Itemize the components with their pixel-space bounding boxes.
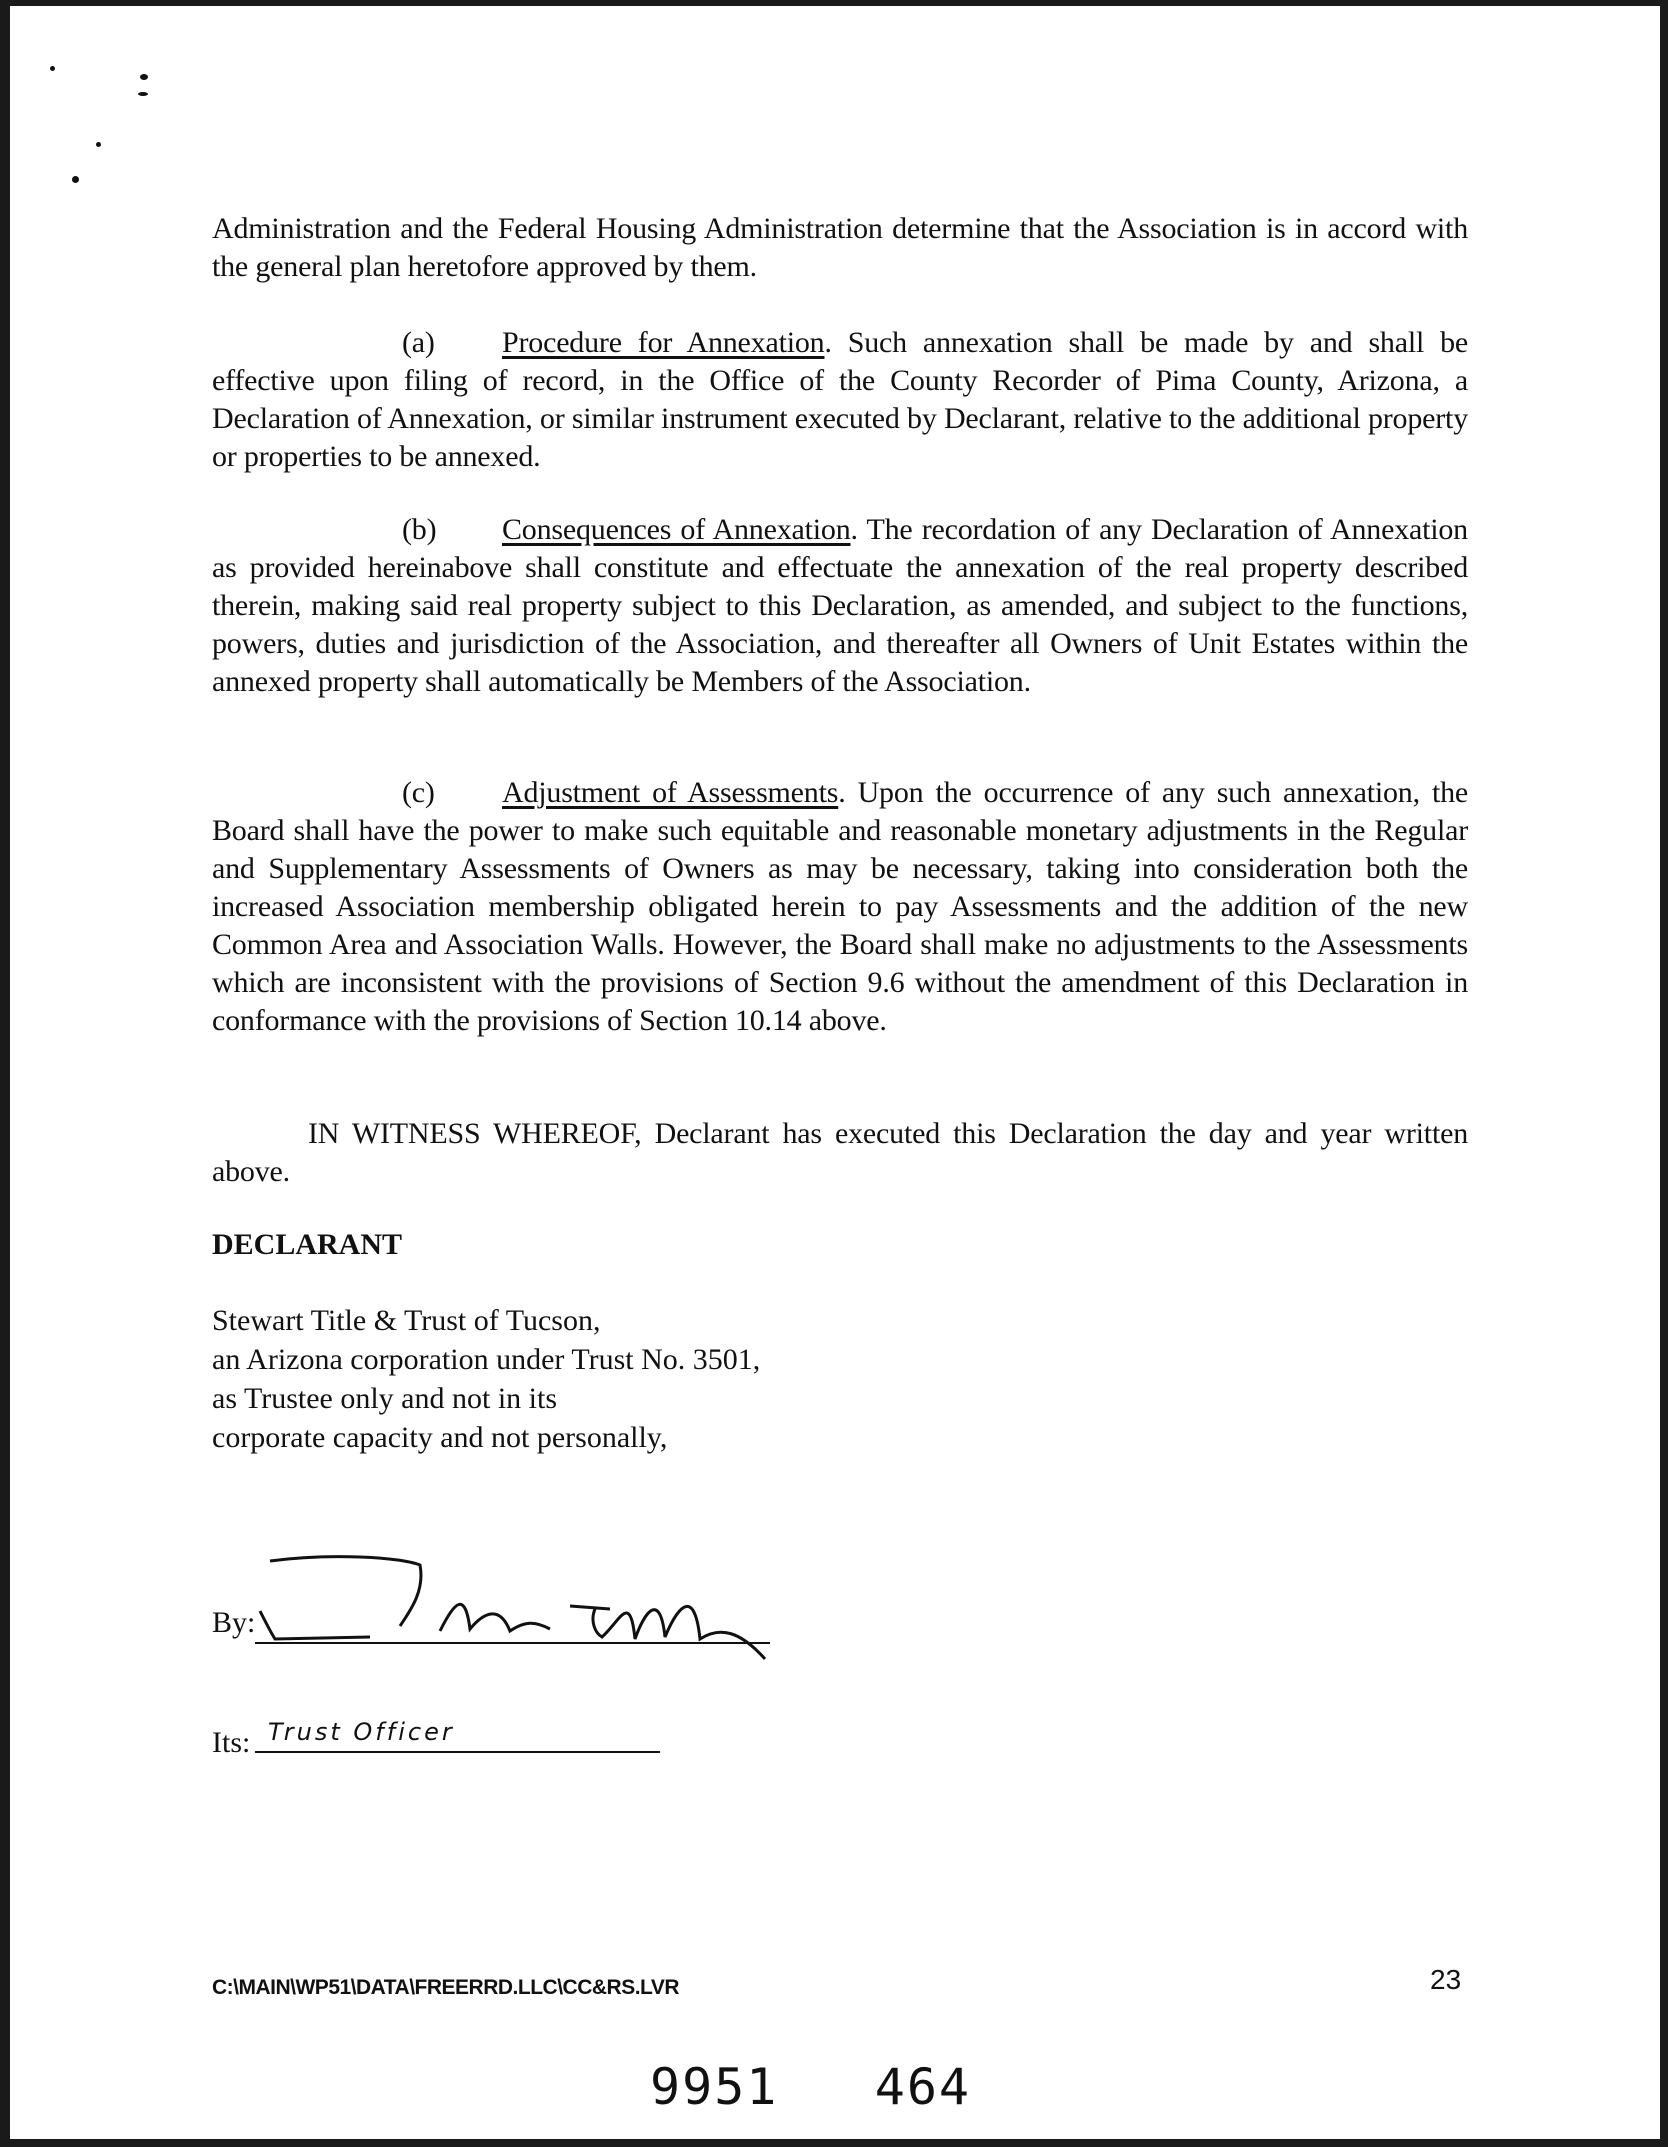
paragraph-c-heading: Adjustment of Assessments (502, 776, 839, 809)
witness-paragraph (212, 1115, 1468, 1191)
paragraph-a-body: . Such annexation shall be made by and shall be effective upon filing of record, in the Office of the County Recorder of Pima County, Arizona, a Declaration of Annexation, or similar instrument executed by Declarant, relative to the additional property or properties to be annexed. (212, 326, 1469, 473)
declarant-line: an Arizona corporation under Trust No. 3501, (212, 1343, 761, 1376)
scan-speck (140, 74, 148, 80)
declarant-line: as Trustee only and not in its (212, 1382, 558, 1415)
intro-text: Administration and the Federal Housing Administration determine that the Association is in accord with the general plan heretofore approved by them. (212, 212, 1468, 283)
declarant-address (212, 1301, 760, 1457)
scan-speck (138, 92, 148, 96)
by-label: By: (212, 1606, 256, 1639)
declarant-heading: DECLARANT (212, 1228, 403, 1261)
its-label: Its: (212, 1726, 251, 1759)
paragraph-a-label: (a) (402, 326, 435, 359)
intro-paragraph (212, 210, 1468, 286)
paragraph-b-body: . The recordation of any Declaration of Annexation as provided hereinabove shall constitute and effectuate the annexation of the real property described therein, making said real property subject to this Declaration, as amended, and subject to the functions, powers, duties and jurisdiction of the Association, and thereafter all Owners of Unit Estates within the annexed property shall automatically be Members of the Association. (212, 513, 1468, 698)
paragraph-b (212, 511, 1468, 701)
scan-speck (96, 142, 101, 147)
paragraph-b-heading: Consequences of Annexation (502, 513, 851, 546)
paragraph-c-label: (c) (402, 776, 435, 809)
declarant-line: Stewart Title & Trust of Tucson, (212, 1304, 601, 1337)
title-line (255, 1751, 660, 1753)
handwritten-title: Trust Officer (268, 1718, 455, 1746)
witness-text: IN WITNESS WHEREOF, Declarant has executed this Declaration the day and year written above. (212, 1117, 1468, 1188)
page-number: 23 (1430, 1964, 1462, 1995)
paragraph-b-label: (b) (402, 513, 437, 546)
document-stamp: 9951 464 (650, 2058, 972, 2116)
declarant-line: corporate capacity and not personally, (212, 1421, 668, 1454)
handwritten-signature-icon (250, 1551, 810, 1661)
paragraph-a (212, 324, 1468, 476)
file-path: C:\MAIN\WP51\DATA\FREERRD.LLC\CC&RS.LVR (212, 1976, 679, 1999)
paragraph-c-body: . Upon the occurrence of any such annexation, the Board shall have the power to make such equitable and reasonable monetary adjustments in the Regular and Supplementary Assessments of Owners as may be necessary, taking into consideration both the increased Association membership obligated herein to pay Assessments and the addition of the new Common Area and Association Walls. However, the Board shall make no adjustments to the Assessments which are inconsistent with the provisions of Section 9.6 without the amendment of this Declaration in conformance with the provisions of Section 10.14 above. (212, 776, 1469, 1037)
paragraph-a-heading: Procedure for Annexation (502, 326, 825, 359)
scan-speck (72, 176, 79, 183)
paragraph-c (212, 774, 1468, 1040)
scan-speck (50, 66, 55, 71)
